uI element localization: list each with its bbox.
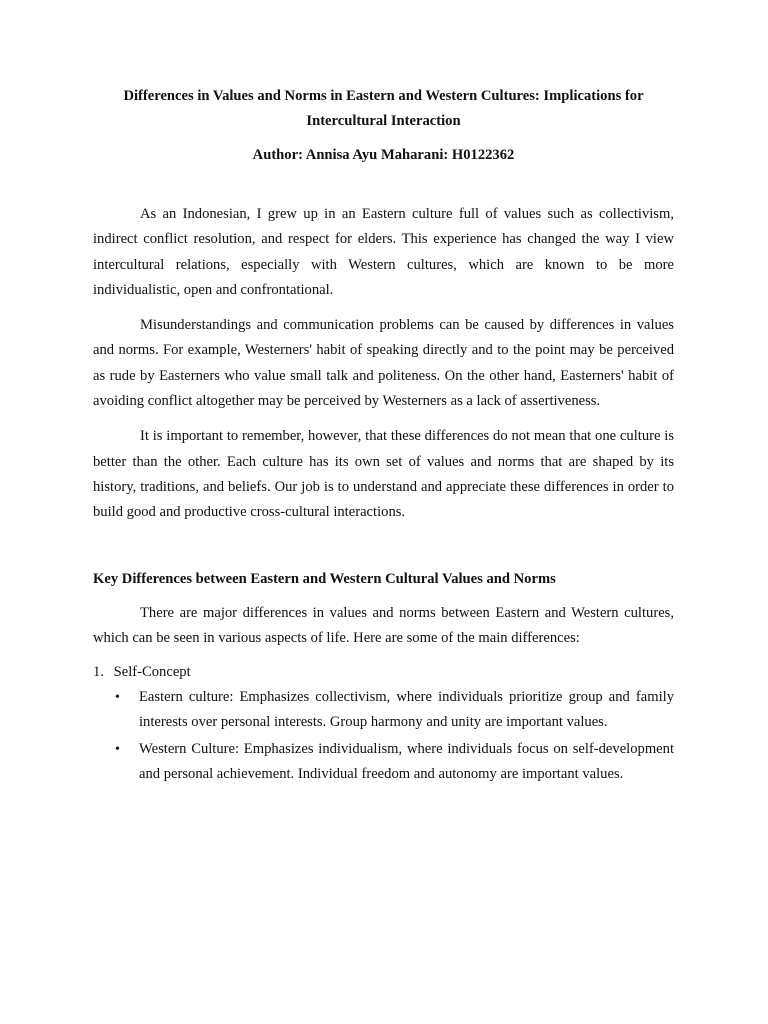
numbered-item-1 bbox=[93, 660, 674, 685]
bullet-item-western bbox=[93, 737, 674, 788]
bullet-icon: • bbox=[115, 690, 120, 706]
intro-paragraph-1: As an Indonesian, I grew up in an Eastern culture full of values such as collectivism, indirect conflict resolution, and respect for elders. This experience has changed the way I view intercultural relations, especially with Western cultures, which are known to be more individualistic, open and confrontational. bbox=[93, 206, 674, 298]
document-body bbox=[93, 84, 674, 787]
bullet-text: Western Culture: Emphasizes individualism, where individuals focus on self-development and personal achievement. Individual freedom and autonomy are important values. bbox=[139, 740, 674, 783]
section-paragraph: There are major differences in values and norms between Eastern and Western cultures, which can be seen in various aspects of life. Here are some of the main differences: bbox=[93, 604, 674, 646]
bullet-list bbox=[93, 685, 674, 787]
intro-paragraph-3: It is important to remember, however, that these differences do not mean that one culture is better than the other. Each culture has its own set of values and norms that are shaped by its history, traditions, and beliefs. Our job is to understand and appreciate these differences in order to build good and productive cross-cultural interactions. bbox=[93, 428, 674, 521]
intro-paragraph-2: Misunderstandings and communication problems can be caused by differences in values and norms. For example, Westerners' habit of speaking directly and to the point may be perceived as rude by Easterners who value small talk and politeness. On the other hand, Easterners' habit of avoiding conflict altogether may be perceived by Westerners as a lack of assertiveness. bbox=[93, 317, 674, 410]
document-title: Differences in Values and Norms in Eastern and Western Cultures: Implications for Intercultural Interaction bbox=[123, 88, 644, 129]
section-heading: Key Differences between Eastern and Western Cultural Values and Norms bbox=[93, 570, 556, 587]
bullet-text: Eastern culture: Emphasizes collectivism, where individuals prioritize group and family interests over personal interests. Group harmony and unity are important values. bbox=[139, 689, 674, 731]
item-number: 1. bbox=[93, 664, 104, 681]
bullet-icon: • bbox=[115, 741, 120, 757]
author-line: Author: Annisa Ayu Maharani: H0122362 bbox=[252, 147, 515, 163]
item-label: Self-Concept bbox=[113, 664, 191, 681]
bullet-item-eastern bbox=[93, 685, 674, 736]
